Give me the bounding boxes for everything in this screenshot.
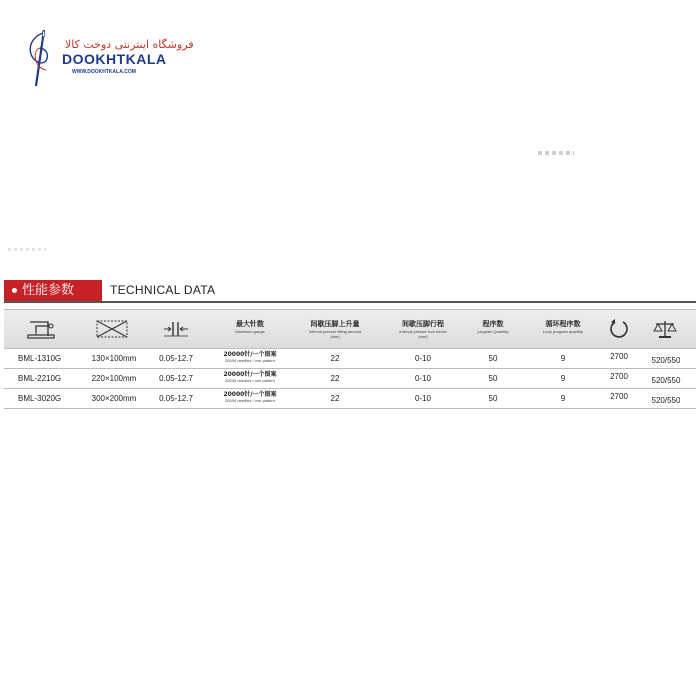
needles-cn: 20000针/一个图案 (223, 391, 277, 398)
speed-rotation-icon (608, 318, 630, 340)
header-loop-program-cn: 循环程序数 (545, 320, 581, 328)
technical-data-table (4, 309, 696, 409)
loops-cell: 9 (560, 354, 566, 363)
section-header (4, 280, 696, 302)
header-presser-lift-cn: 间歇压脚上升量 (310, 320, 360, 328)
stitch-cell: 0.05-12.7 (159, 394, 193, 403)
stitch-cell: 0.05-12.7 (159, 354, 193, 363)
loops-cell: 9 (560, 374, 566, 383)
stroke-cell: 0-10 (414, 394, 431, 403)
weight-cell: 520/550 (651, 356, 681, 365)
bullet-icon (12, 288, 17, 293)
sewing-area-icon (94, 318, 130, 340)
stroke-cell: 0-10 (414, 354, 431, 363)
speed-cell: 2700 (610, 392, 628, 401)
header-program-qty (462, 320, 524, 334)
lift-cell: 22 (330, 374, 340, 383)
table-row (4, 349, 696, 369)
header-presser-lift-unit: (mm) (330, 334, 340, 339)
section-title-cn: 性能参数 (22, 283, 75, 298)
table-body (4, 349, 696, 409)
needles-en: 20000 needles / one pattern (225, 358, 275, 363)
area-cell: 220×100mm (91, 374, 137, 383)
sewing-machine-icon (26, 318, 56, 340)
table-row (4, 369, 696, 389)
programs-cell: 50 (488, 374, 498, 383)
model-cell: BML-1310G (18, 354, 62, 363)
needles-cell (210, 371, 290, 383)
header-max-gauge (210, 320, 290, 334)
needles-en: 20000 needles / one pattern (225, 398, 275, 403)
header-max-gauge-cn: 最大针数 (236, 320, 264, 328)
needles-cn: 20000针/一个图案 (223, 351, 277, 358)
header-program-qty-cn: 程序数 (482, 320, 504, 328)
logo-persian-text: فروشگاه اینترنتی دوخت کالا (65, 38, 194, 51)
needles-cell (210, 391, 290, 403)
lift-cell: 22 (330, 354, 340, 363)
speed-cell: 2700 (610, 352, 628, 361)
divider (4, 301, 696, 303)
header-presser-stroke-cn: 间歇压脚行程 (402, 320, 444, 328)
header-presser-stroke (379, 320, 467, 339)
needles-cell (210, 351, 290, 363)
needles-en: 20000 needles / one pattern (225, 378, 275, 383)
programs-cell: 50 (488, 394, 498, 403)
needles-cn: 20000针/一个图案 (223, 371, 277, 378)
loops-cell: 9 (560, 394, 566, 403)
lift-cell: 22 (330, 394, 340, 403)
area-cell: 130×100mm (91, 354, 137, 363)
table-header-row (4, 309, 696, 349)
header-presser-lift-en: Interval presser lifting amount (308, 329, 362, 334)
weight-scale-icon (652, 318, 678, 340)
section-title-en: TECHNICAL DATA (110, 283, 216, 297)
weight-cell: 520/550 (651, 376, 681, 385)
header-presser-lift (291, 320, 379, 339)
table-row (4, 389, 696, 409)
faint-mark (538, 151, 574, 155)
header-loop-program-en: Loop program quantity (542, 329, 584, 334)
area-cell: 300×200mm (91, 394, 137, 403)
header-presser-stroke-en: Interval presser foot stroke (399, 329, 447, 334)
logo-brand-name: DOOKHTKALA (62, 51, 167, 67)
stroke-cell: 0-10 (414, 374, 431, 383)
section-tag (4, 280, 102, 301)
header-max-gauge-en: Maximum gauge (235, 329, 265, 334)
programs-cell: 50 (488, 354, 498, 363)
stitch-length-icon (162, 319, 190, 339)
weight-cell: 520/550 (651, 396, 681, 405)
model-cell: BML-2210G (18, 374, 62, 383)
header-loop-program (526, 320, 600, 334)
brand-logo (22, 28, 194, 108)
speed-cell: 2700 (610, 372, 628, 381)
header-program-qty-en: program Quantity (477, 329, 509, 334)
stitch-cell: 0.05-12.7 (159, 374, 193, 383)
faint-mark (8, 248, 46, 251)
model-cell: BML-3020G (18, 394, 62, 403)
logo-url: WWW.DOOKHTKALA.COM (72, 69, 136, 75)
header-presser-stroke-unit: (mm) (418, 334, 428, 339)
needle-thread-icon (22, 28, 66, 88)
